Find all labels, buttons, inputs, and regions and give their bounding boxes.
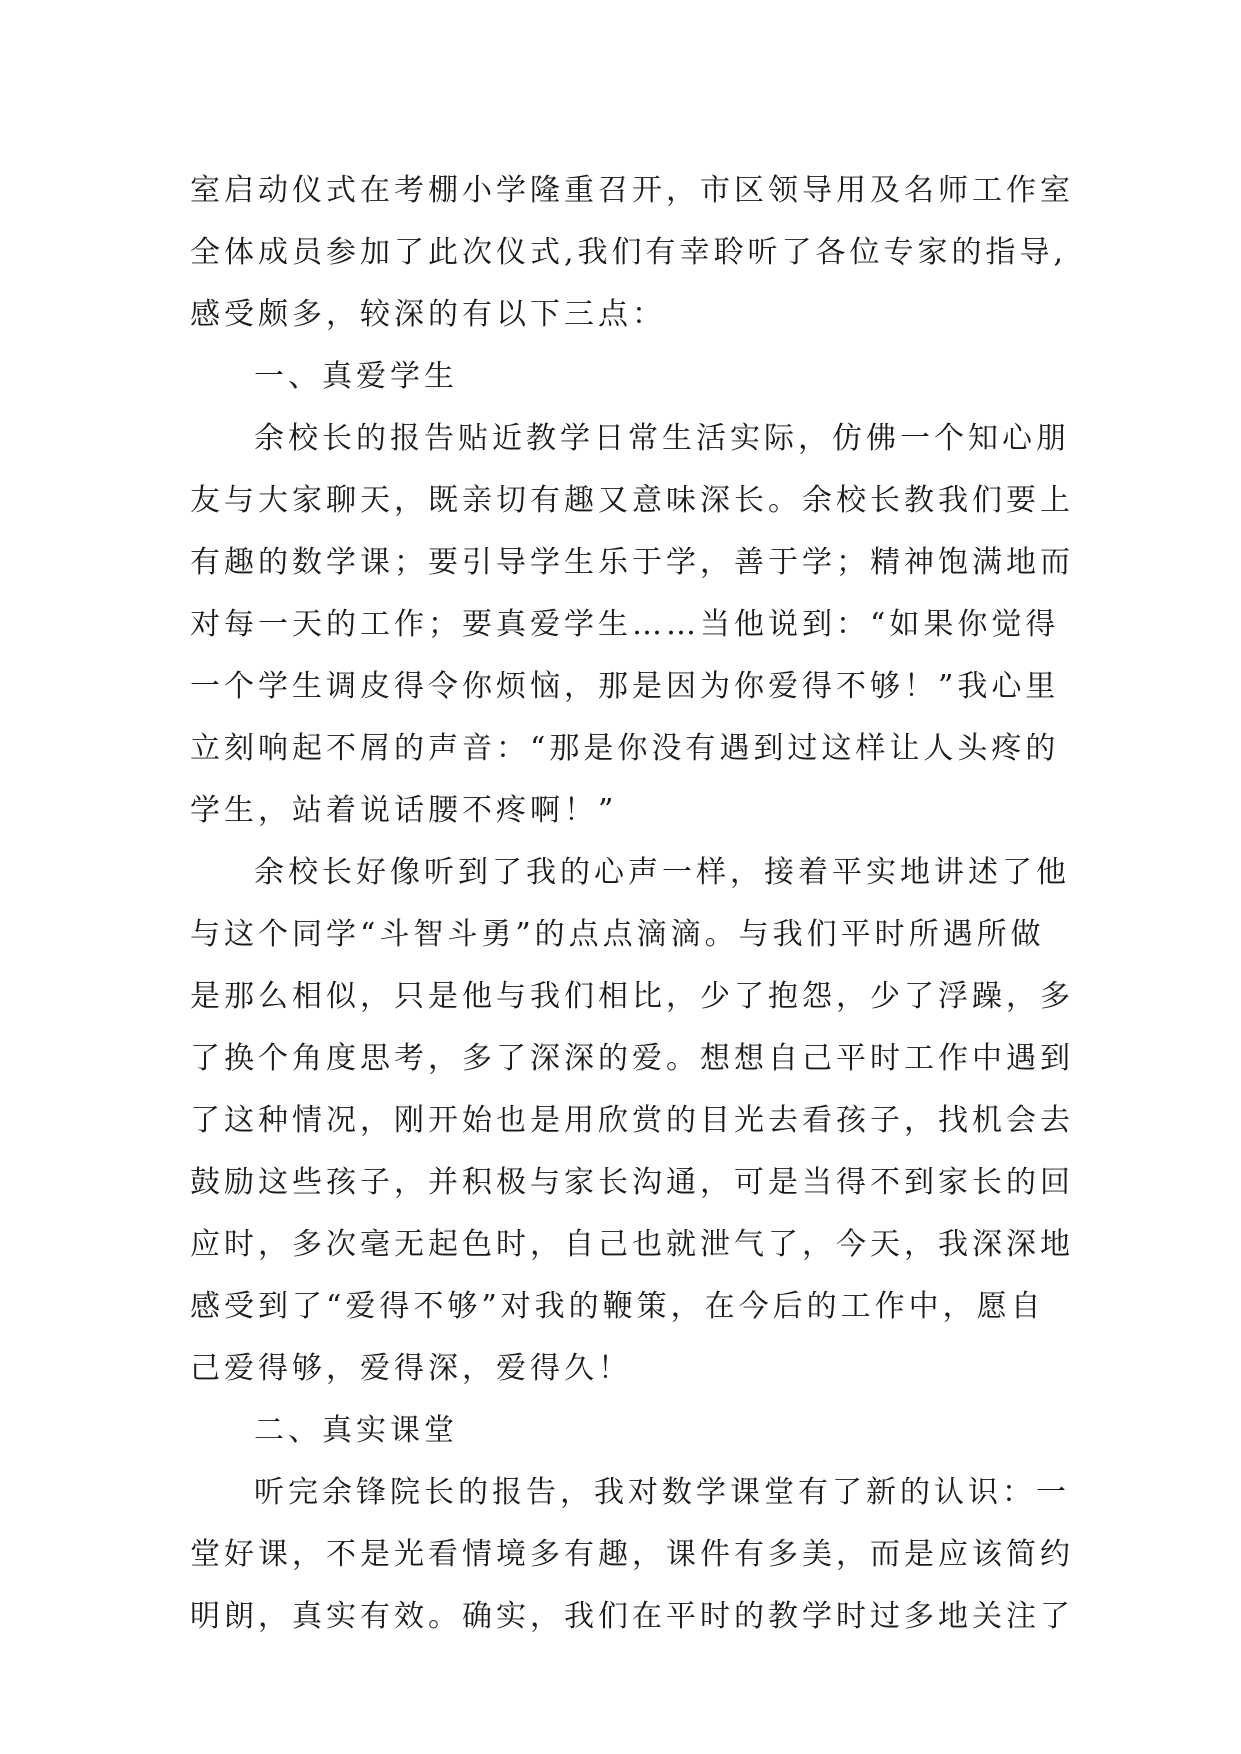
text-line: 室启动仪式在考棚小学隆重召开，市区领导用及名师工作室 bbox=[190, 173, 1074, 208]
text-line: 感受到了“爱得不够”对我的鞭策，在今后的工作中，愿自 bbox=[190, 1289, 1045, 1324]
text-line: 友与大家聊天，既亲切有趣又意味深长。余校长教我们要上 bbox=[190, 483, 1074, 518]
text-line: 了换个角度思考，多了深深的爱。想想自己平时工作中遇到 bbox=[190, 1041, 1074, 1076]
text-line: 鼓励这些孩子，并积极与家长沟通，可是当得不到家长的回 bbox=[190, 1165, 1074, 1200]
text-line: 学生，站着说话腰不疼啊！” bbox=[190, 793, 618, 828]
paragraph-start: 余校长的报告贴近教学日常生活实际，仿佛一个知心朋 bbox=[254, 421, 1070, 456]
text-line: 己爱得够，爱得深，爱得久！ bbox=[190, 1351, 632, 1386]
text-line: 一个学生调皮得令你烦恼，那是因为你爱得不够！”我心里 bbox=[190, 669, 1060, 704]
text-line: 对每一天的工作；要真爱学生……当他说到：“如果你觉得 bbox=[190, 607, 1060, 642]
text-line: 应时，多次毫无起色时，自己也就泄气了，今天，我深深地 bbox=[190, 1227, 1074, 1262]
text-line: 了这种情况，刚开始也是用欣赏的目光去看孩子，找机会去 bbox=[190, 1103, 1074, 1138]
text-line: 全体成员参加了此次仪式,我们有幸聆听了各位专家的指导, bbox=[190, 235, 1068, 270]
section-heading-1: 一、真爱学生 bbox=[254, 359, 458, 394]
text-line: 堂好课，不是光看情境多有趣，课件有多美，而是应该简约 bbox=[190, 1537, 1074, 1572]
text-line: 是那么相似，只是他与我们相比，少了抱怨，少了浮躁，多 bbox=[190, 979, 1074, 1014]
document-body bbox=[190, 160, 1090, 1648]
text-line: 感受颇多，较深的有以下三点： bbox=[190, 297, 666, 332]
paragraph-start: 听完余锋院长的报告，我对数学课堂有了新的认识：一 bbox=[254, 1475, 1070, 1510]
text-line: 与这个同学“斗智斗勇”的点点滴滴。与我们平时所遇所做 bbox=[190, 917, 1045, 952]
text-line: 立刻响起不屑的声音：“那是你没有遇到过这样让人头疼的 bbox=[190, 731, 1060, 766]
section-heading-2: 二、真实课堂 bbox=[254, 1413, 458, 1448]
paragraph-start: 余校长好像听到了我的心声一样，接着平实地讲述了他 bbox=[254, 855, 1070, 890]
text-line: 明朗，真实有效。确实，我们在平时的教学时过多地关注了 bbox=[190, 1599, 1074, 1634]
text-line: 有趣的数学课；要引导学生乐于学，善于学；精神饱满地而 bbox=[190, 545, 1074, 580]
